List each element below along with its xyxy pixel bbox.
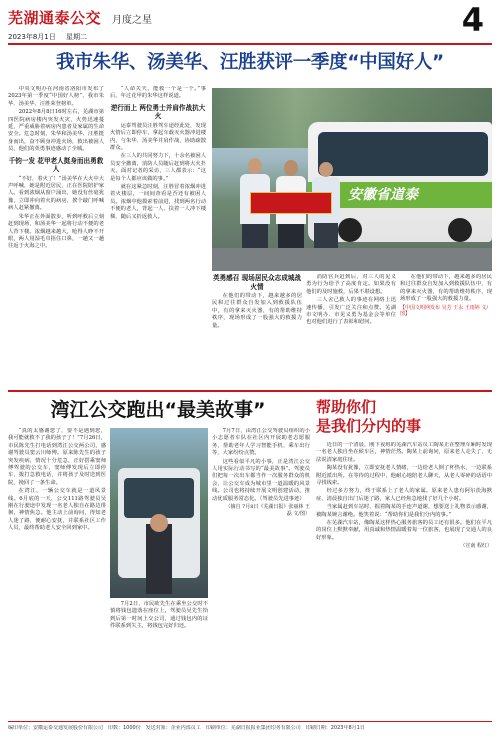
article1-col2 [110,86,206,386]
article3-body [316,442,492,714]
page-number: 4 [461,1,484,39]
award-photo [212,88,492,271]
article3-p2: 陶某没有犹豫，立即安抚老人情绪，一边给老人倒了杯热水，一边联系附近派出所。在等待的过程中，他耐心地陪老人聊天，从老人零碎的话语中寻找线索。 [316,465,492,487]
article1-s3-p3: 三人舍己救人的事迹在网络上迅速传播，引发广泛关注和点赞。芜湖市文明办、市见义勇为基金会等单位也对他们进行了表彰和慰问。 [306,297,396,326]
section-divider [8,390,492,392]
header-rule [8,43,492,45]
article3-byline: （宣南 程红） [460,543,492,550]
paper-logo: 芜湖通泰公交 [8,9,102,27]
article2-p2: 在湾江，一辆公交车就是一道风景线。6月底的一天，公交111路驾驶员吴刚在行驶途中发现一名老人独自在路边徘徊，神情焦急。他主动上前询问，得知老人迷了路，便耐心安抚，并联系社区工作人员，最终帮助老人安全回到家中。 [8,488,106,532]
article1-s2-p1: 运泰驾驶员汪胜驾车途经此处，发现火情后立即停车，拿起车载灭火器冲进楼内，与朱华、汤美华并肩作战，协助疏散群众。 [110,122,206,152]
photo-certificate [250,192,332,214]
article2-col1 [8,428,106,710]
article1-s3-p3b: 在他们的带动下，越来越多的居民和过往群众自发加入到救援队伍中，有的拿来灭火器，有的帮助维持秩序，现场形成了一股强大的救援力量。 [400,274,492,303]
article1-s1-p1: “不好，着火了！”汤美华在大火中大声呼喊，她是附近居民，正在医院陪护家人。看到浓烟从窗户涌出，她没有丝毫犹豫，立即冲向着火的病房，挨个敲门呼喊病人赶紧撤离。 [8,175,104,212]
article1-s3-p2: 消防官兵赶到后，对三人的见义勇为行为给予了高度肯定。如果没有他们的及时施救，后果不堪设想。 [306,274,396,295]
article1-col5 [400,274,492,386]
article3-title-2: 是我们分内的事 [316,417,422,435]
article1-col4 [306,274,396,386]
article1-s3-p1: 在他们的带动下，越来越多的居民和过往群众自发加入到救援队伍中，有的拿来灭火器，有的帮助维持秩序，现场形成了一股强大的救援力量。 [212,293,302,329]
article3-p3: 经过多方努力，终于联系上了老人的家属。原来老人患有阿尔茨海默症，清晨独自出门后迷了路，家人已经焦急地找了好几个小时。 [316,488,492,502]
footer-rule [8,721,492,722]
article1-s2-p3: 就在这紧急时刻，汪胜冒着浓烟冲进着火楼层，一间间查看是否还有被困人员。浓烟中他摸索着前进，找到两名行动不便的老人，背起一人、扶着一人冲下楼梯，随后又折返救人。 [110,184,206,220]
photo-ground [212,248,492,271]
article2-byline: （摘自 7月8日《芜湖日报》张丽林 王磊 文/图） [225,504,310,517]
article1-byline: 【中国文明网发布 吴芳 王永 王雨婷 文/图】 [400,304,489,318]
article1-subtitle-3: 英勇感召 现场居民众志成城战火情 [212,274,301,291]
article1-subtitle-2: 逆行而上 两位勇士并肩作战抗大火 [110,103,206,121]
article2-p1: “真的太感谢您了，要不是遇到您，我可能就救不了我的孩子了！”7月26日，市民陈先生打电话到湾江公交两公司，感谢驾驶员窦云川师傅。原来陈先生的孩子突发疾病，情况十分危急，正好搭乘窦师傅驾驶的公交车，窦师傅发现后立即停车，拨打急救电话，并将孩子及时送到医院，挽回了一条生命。 [8,428,106,486]
issue-date: 2023年8月1日 [8,33,56,41]
article3-box [316,398,492,714]
article1-intro-2: 2022年8月8日16时左右，芜湖市第四医院病房楼内突发火灾，火势迅速蔓延，严重威胁着病房内患者及家属的生命安全。危急时刻，朱华和汤美华、汪胜挺身而出，奋不顾身冲进火场，救出被困人员，他们的英勇事迹感动了全城。 [8,109,104,153]
article2-p3: 7月2日，市民欧先生在乘坐公交时不慎将钱包遗落在座位上，驾驶员吴先生拾到后第一时间上交公司，通过钱包内的证件联系到失主，将钱包完好归还。 [110,601,208,630]
article3-p5: 在芜湖汽车站，像陶某这样热心服务旅客的员工还有很多。他们在平凡的岗位上默默奉献，用真诚和热情温暖着每一位旅客，也展现了交通人的良好形象。 [316,520,492,541]
date-line [8,32,408,42]
article1-intro-1: 中央文明办在河南省洛阳市发布了2023年第一季度“中国好人榜”，我市朱华、汤美华、汪胜荣登榜单。 [8,86,104,107]
article2-p5: 这些看似平凡的小事，正是湾江公交人用实际行动书写的“最美故事”。驾驶员们把每一次出车都当作一次服务群众的机会，让公交车成为城市里一道温暖的风景线。公司也将持续开展文明创建活动，推动优质服务常态化。（驾驶员先进事迹） [212,458,310,502]
article1-s1-p3: “人命关天，能救一个是一个。”事后，年过花甲的朱华这样说道。 [110,86,206,100]
article1-col3 [212,274,302,386]
footer-info: 编印单位：安徽运泰交通发展股份有限公司 印数：1000份 发送对象：企业内部员工 印刷单位：芜湖日报报业集团印务有限公司 印刷日期：2023年8月1日 [8,725,365,731]
article2-col3 [212,428,310,710]
article3-title-1: 帮助你们 [316,398,377,416]
article1-subtitle-1: 千钧一发 花甲老人挺身而出勇救人 [8,156,104,174]
headline: 我市朱华、汤美华、汪胜获评一季度“中国好人” [56,52,444,73]
article3-p4: 当家属赶到车站时，握着陶某的手连声道谢，想要送上礼物表示感谢，被陶某婉言谢绝。他笑着说：“帮助你们是我们分内的事。” [316,504,492,518]
article3-p1: 近日的一个清晨，刚下夜班的芜湖汽车站员工陶某正在整理车厢时发现一名老人独自坐在候车区，神情茫然。陶某上前询问，原来老人走失了，无法说清家庭住址。 [316,442,492,463]
section-name: 月度之星 [112,15,152,26]
article1-s2-p2: 在三人的共同努力下，十余名被困人员安全撤离，消防人员随后赶到将大火扑灭。面对记者的采访，三人都表示：“这是每个人都应该做的事。” [110,153,206,182]
article2-col2 [110,428,208,710]
bus-livery-text: 安徽省道泰 [348,187,418,203]
article1-col1 [8,86,104,386]
issue-weekday: 星期二 [65,33,87,41]
article2-title: 湾江公交跑出“最美故事” [50,399,266,421]
article2-p4: 7月7日，由湾江公交驾驶员组织的小小志愿者车队在社区内开展助老志愿服务，帮助老年人学习智能手机、乘车出行等，大家纷纷点赞。 [212,428,310,457]
article1-s1-p2: 朱华正在外面散步，听到呼救后立刻赶到现场，和汤美华一起将行动不便的老人背下楼。浓烟越来越大，呛得人睁不开眼，两人用湿毛巾捂住口鼻，一趟又一趟往返于火海之中。 [8,213,104,250]
article2-photo [110,428,208,598]
